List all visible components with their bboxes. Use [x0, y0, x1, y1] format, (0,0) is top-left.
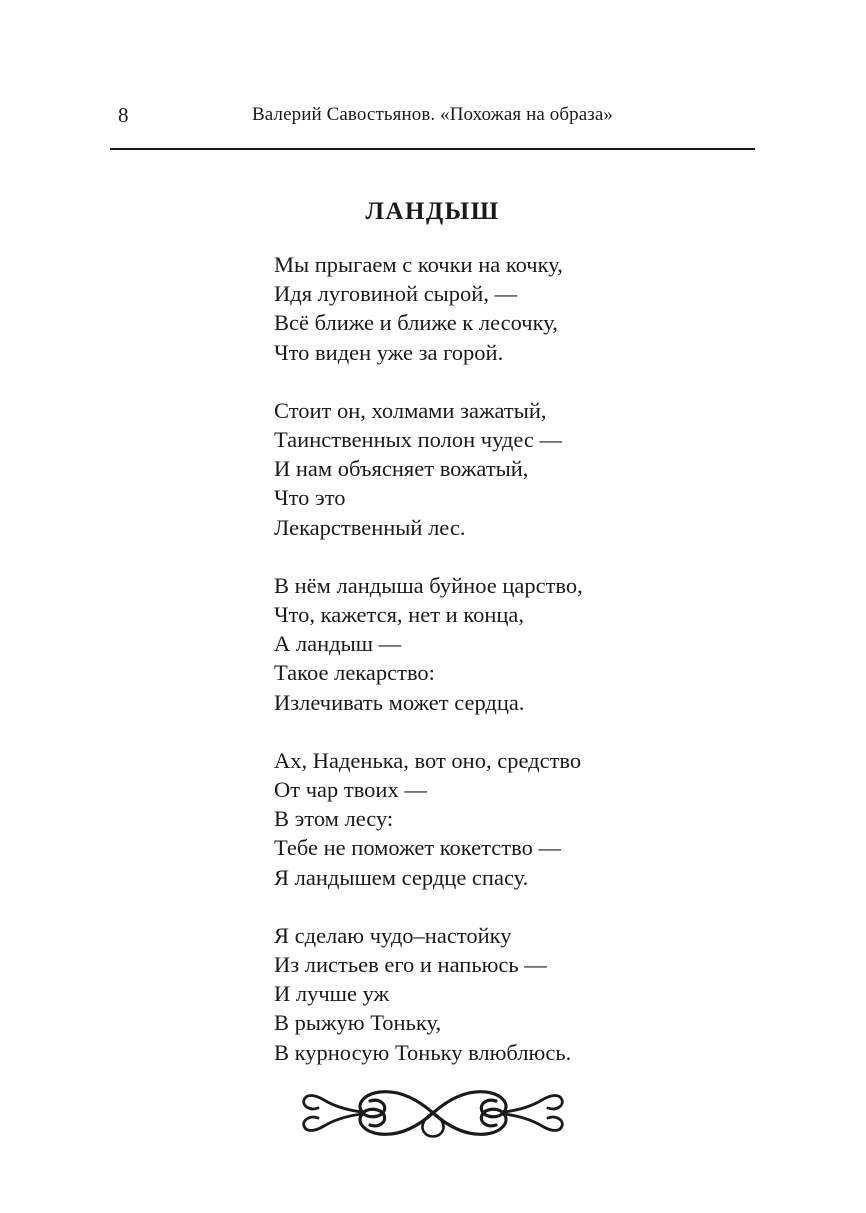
poem-line: Лекарственный лес. — [274, 514, 466, 540]
stanza — [274, 396, 754, 542]
poem-line: В рыжую Тоньку, — [274, 1010, 442, 1036]
stanza — [274, 571, 754, 717]
poem-line: Стоит он, холмами зажатый, — [274, 397, 547, 423]
poem-line: Что виден уже за горой. — [274, 339, 504, 365]
poem-line: В этом лесу: — [274, 806, 394, 832]
header-divider — [110, 148, 755, 150]
flourish-ornament-icon — [248, 1080, 618, 1150]
poem-line: А ландыш — — [274, 631, 402, 657]
poem-line: И нам объясняет вожатый, — [274, 456, 529, 482]
poem-line: Что это — [274, 485, 346, 511]
poem-line: Из листьев его и напьюсь — — [274, 952, 547, 978]
poem-line: От чар твоих — — [274, 777, 427, 803]
poem-line: Что, кажется, нет и конца, — [274, 602, 525, 628]
poem-line: Излечивать может сердца. — [274, 689, 525, 715]
poem-body — [274, 250, 754, 1096]
poem-line: И лучше уж — [274, 981, 390, 1007]
stanza — [274, 250, 754, 367]
poem-line: Тебе не поможет кокетство — — [274, 835, 561, 861]
poem-line: Я ландышем сердце спасу. — [274, 864, 529, 890]
stanza — [274, 746, 754, 892]
running-title: Валерий Савостьянов. «Похожая на образа» — [252, 104, 613, 125]
poem-line: Таинственных полон чудес — — [274, 427, 563, 453]
poem-line: В курносую Тоньку влюблюсь. — [274, 1039, 572, 1065]
poem-line: Я сделаю чудо–настойку — [274, 922, 512, 948]
poem-title: ЛАНДЫШ — [365, 198, 500, 225]
page-header — [110, 100, 755, 134]
poem-line: Мы прыгаем с кочки на кочку, — [274, 252, 563, 277]
poem-line: Всё ближе и ближе к лесочку, — [274, 310, 558, 336]
flourish-ornament — [0, 1080, 866, 1155]
poem-line: Идя луговиной сырой, — — [274, 281, 518, 307]
stanza — [274, 921, 754, 1067]
poem-line: В нём ландыша буйное царство, — [274, 572, 583, 598]
poem-line: Ах, Наденька, вот оно, средство — [274, 747, 582, 773]
poem-line: Такое лекарство: — [274, 660, 435, 686]
page-number: 8 — [118, 103, 129, 127]
